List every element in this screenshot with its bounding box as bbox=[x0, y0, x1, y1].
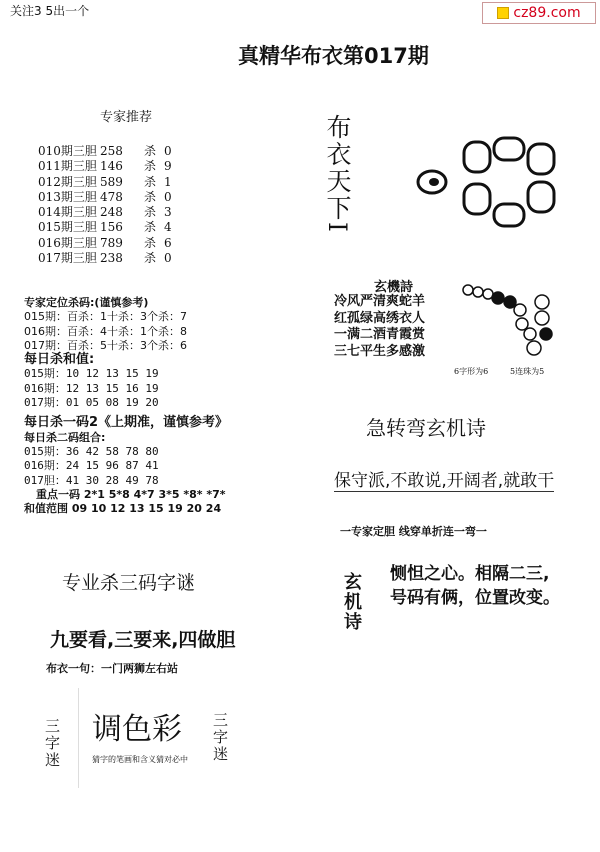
recommend-period: 015期三胆 bbox=[38, 220, 97, 235]
recommend-kill-label: 杀 bbox=[144, 205, 157, 220]
recommend-row bbox=[38, 175, 172, 190]
ji-poem-banner: 一专家定胆 线穿单折连一弯一 bbox=[340, 525, 487, 538]
daily-kill-head: 每日杀一码2《上期准，谨慎参考》 bbox=[24, 415, 229, 431]
kill-three-riddle: 九要看,三要来,四做胆 bbox=[50, 629, 236, 651]
ring-segment bbox=[494, 204, 524, 226]
poem-line: 三七平生多感激 bbox=[334, 343, 426, 359]
recommend-kill-label: 杀 bbox=[144, 235, 157, 250]
ring-diagram bbox=[410, 130, 570, 240]
sum-kill-row: 017期：01 05 08 19 20 bbox=[24, 396, 159, 410]
ring-segment bbox=[528, 144, 554, 174]
sum-kill-row: 016期：12 13 15 16 19 bbox=[24, 381, 159, 395]
recommend-period: 013期三胆 bbox=[38, 189, 97, 204]
recommend-kill: 0 bbox=[164, 144, 172, 158]
bead bbox=[535, 311, 549, 325]
recommend-nums: 478 bbox=[100, 189, 123, 204]
recommend-kill: 1 bbox=[164, 174, 172, 189]
recommend-row bbox=[38, 190, 172, 205]
sum-kill-head: 每日杀和值: bbox=[24, 352, 95, 368]
site-name: cz89.com bbox=[513, 5, 581, 21]
logo-square-icon bbox=[497, 7, 509, 19]
bead bbox=[535, 295, 549, 309]
ji-poem-line: 号码有俩，位置改变。 bbox=[390, 588, 560, 608]
recommend-kill: 3 bbox=[164, 205, 172, 220]
bead bbox=[516, 318, 528, 330]
ji-poem-vertical: 玄机诗 bbox=[341, 572, 362, 632]
bead bbox=[524, 328, 536, 340]
ring-segment bbox=[528, 182, 554, 212]
ring-segment bbox=[464, 142, 490, 172]
recommend-kill: 0 bbox=[164, 251, 172, 266]
page-title: 真精华布衣第017期 bbox=[238, 44, 429, 68]
site-logo-badge[interactable] bbox=[482, 2, 596, 24]
recommend-nums: 146 bbox=[100, 159, 123, 174]
recommend-row bbox=[38, 205, 172, 220]
ring-segment bbox=[464, 184, 490, 214]
poem-line: 一满二酒青霞赏 bbox=[334, 327, 426, 342]
riddle-hint: 猜字的笔画和含义猜对必中 bbox=[92, 755, 188, 764]
bead bbox=[473, 287, 483, 297]
buyi-vertical-title: 布衣天下I bbox=[323, 114, 352, 234]
recommend-nums: 248 bbox=[100, 205, 123, 220]
poem-line: 红孤绿高绣衣人 bbox=[334, 310, 426, 326]
sum-kill-row: 015期：10 12 13 15 19 bbox=[24, 367, 159, 381]
recommend-period: 017期三胆 bbox=[38, 251, 97, 266]
position-kill-row: 017期：百杀：5十杀：3个杀：6 bbox=[24, 338, 187, 352]
poem-line: 冷风严清爽蛇羊 bbox=[334, 294, 426, 309]
recommend-nums: 789 bbox=[100, 235, 123, 250]
recommend-kill-label: 杀 bbox=[144, 189, 157, 204]
caption-right: 5连珠为5 bbox=[510, 367, 545, 376]
three-riddle-label-left: 三字迷 bbox=[43, 718, 61, 769]
recommend-period: 014期三胆 bbox=[38, 205, 97, 220]
recommend-row bbox=[38, 144, 172, 159]
buyi-one-line: 布衣一句：一门两狮左右站 bbox=[46, 662, 178, 675]
recommend-row bbox=[38, 251, 172, 266]
recommend-period: 016期三胆 bbox=[38, 235, 97, 250]
top-note: 关注3 5出一个 bbox=[10, 4, 90, 18]
kill-three-title: 专业杀三码字谜 bbox=[62, 572, 196, 594]
recommend-list bbox=[38, 144, 172, 266]
bead bbox=[540, 328, 552, 340]
daily-kill-row: 017胆：41 30 28 49 78 bbox=[24, 473, 159, 487]
recommend-nums: 238 bbox=[100, 251, 123, 266]
caption-left: 6字形为6 bbox=[454, 367, 489, 376]
poem-title: 玄機詩 bbox=[374, 280, 414, 295]
recommend-kill: 4 bbox=[164, 220, 172, 235]
recommend-kill: 6 bbox=[164, 235, 172, 250]
recommend-period: 010期三胆 bbox=[38, 144, 97, 158]
recommend-kill-label: 杀 bbox=[144, 251, 157, 266]
kill-block bbox=[24, 296, 228, 516]
recommend-period: 011期三胆 bbox=[38, 159, 97, 174]
recommend-nums: 258 bbox=[100, 144, 123, 158]
recommend-period: 012期三胆 bbox=[38, 174, 97, 189]
position-kill-head: 专家定位杀码:(谨慎参考) bbox=[24, 296, 149, 309]
recommend-kill-label: 杀 bbox=[144, 174, 157, 189]
sum-range-line: 和值范围 09 10 12 13 15 19 20 24 bbox=[24, 502, 222, 516]
riddle-word: 调色彩 bbox=[92, 712, 182, 747]
ji-poem-title: 急转弯玄机诗 bbox=[366, 416, 486, 440]
recommend-kill-label: 杀 bbox=[144, 159, 157, 174]
recommend-row bbox=[38, 220, 172, 235]
recommend-row bbox=[38, 236, 172, 251]
bead bbox=[514, 304, 526, 316]
daily-kill-row: 015期：36 42 58 78 80 bbox=[24, 444, 159, 458]
ji-poem-motto: 保守派,不敢说,开阔者,就敢干 bbox=[334, 466, 554, 492]
ring-segment bbox=[494, 138, 524, 160]
three-riddle-label-right: 三字迷 bbox=[211, 712, 229, 763]
recommend-nums: 589 bbox=[100, 174, 123, 189]
recommend-row bbox=[38, 159, 172, 174]
bead bbox=[504, 296, 516, 308]
ji-poem-line: 恻怛之心。相隔二三, bbox=[390, 564, 550, 584]
poem-lines bbox=[334, 294, 425, 360]
bead bbox=[527, 341, 541, 355]
recommend-kill-label: 杀 bbox=[144, 144, 157, 158]
position-kill-row: 015期：百杀：1十杀：3个杀：7 bbox=[24, 310, 187, 324]
recommend-nums: 156 bbox=[100, 220, 123, 235]
recommend-kill: 9 bbox=[164, 159, 172, 174]
daily-kill-row: 016期：24 15 96 87 41 bbox=[24, 459, 159, 473]
bead bbox=[492, 292, 504, 304]
focus-line: 重点一码 2*1 5*8 4*7 3*5 *8* *7* bbox=[36, 487, 226, 501]
ji-poem-lines bbox=[390, 562, 560, 610]
beads-diagram bbox=[460, 280, 560, 362]
bead bbox=[463, 285, 473, 295]
recommend-title: 专家推荐 bbox=[100, 110, 153, 125]
daily-kill-sub: 每日杀二码组合: bbox=[24, 430, 106, 444]
recommend-kill-label: 杀 bbox=[144, 220, 157, 235]
position-kill-row: 016期：百杀：4十杀：1个杀：8 bbox=[24, 324, 187, 338]
recommend-kill: 0 bbox=[164, 189, 172, 204]
